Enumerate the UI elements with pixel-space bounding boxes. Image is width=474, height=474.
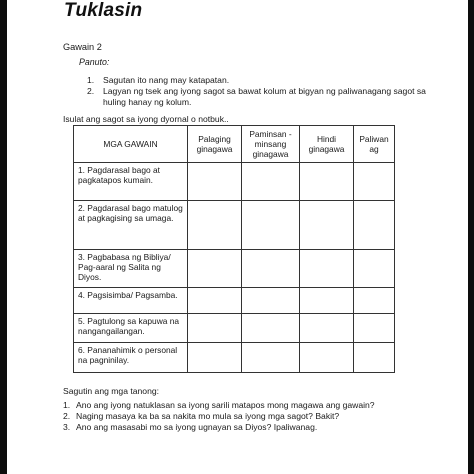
header-palaging: Palaging ginagawa [188,126,242,163]
palaging-checkbox-cell[interactable] [188,343,242,373]
write-note: Isulat ang sagot sa iyong dyornal o notbuk.. [63,114,229,124]
paliwanag-input-cell[interactable] [354,201,395,250]
paliwanag-input-cell[interactable] [354,163,395,201]
paminsan-checkbox-cell[interactable] [242,288,300,314]
instruction-item [87,86,447,108]
hindi-checkbox-cell[interactable] [300,288,354,314]
activity-cell: 6. Pananahimik o personal na pagninilay. [74,343,188,373]
instruction-text: Sagutan ito nang may katapatan. [103,75,230,85]
hindi-checkbox-cell[interactable] [300,201,354,250]
instruction-item [87,75,447,86]
paminsan-checkbox-cell[interactable] [242,343,300,373]
palaging-checkbox-cell[interactable] [188,201,242,250]
activity-cell: 2. Pagdarasal bago matulog at pagkagising sa umaga. [74,201,188,250]
left-border [0,0,7,474]
activity-label: Gawain 2 [63,42,102,52]
paminsan-checkbox-cell[interactable] [242,201,300,250]
header-paliwanag: Paliwan ag [354,126,395,163]
paminsan-checkbox-cell[interactable] [242,314,300,343]
table-row [74,250,395,288]
table-row [74,163,395,201]
activity-cell: 1. Pagdarasal bago at pagkatapos kumain. [74,163,188,201]
paliwanag-input-cell[interactable] [354,343,395,373]
paliwanag-input-cell[interactable] [354,250,395,288]
header-mga-gawain: MGA GAWAIN [74,126,188,163]
table-row [74,314,395,343]
header-paminsan: Paminsan - minsang ginagawa [242,126,300,163]
paminsan-checkbox-cell[interactable] [242,250,300,288]
question-number: 2. [63,411,71,421]
activity-cell: 3. Pagbabasa ng Bibliya/ Pag-aaral ng Salita ng Diyos. [74,250,188,288]
question-item [63,422,473,433]
questions-list [63,400,473,433]
instruction-text: Lagyan ng tsek ang iyong sagot sa bawat kolum at bigyan ng paliwanagang sagot sa huling hanay ng kolum. [103,86,426,107]
hindi-checkbox-cell[interactable] [300,343,354,373]
question-number: 3. [63,422,71,432]
hindi-checkbox-cell[interactable] [300,314,354,343]
instructions-list [87,75,447,108]
directions-label: Panuto: [79,57,110,67]
palaging-checkbox-cell[interactable] [188,163,242,201]
hindi-checkbox-cell[interactable] [300,163,354,201]
activity-cell: 5. Pagtulong sa kapuwa na nangangailangan. [74,314,188,343]
question-item [63,400,473,411]
header-hindi: Hindi ginagawa [300,126,354,163]
palaging-checkbox-cell[interactable] [188,314,242,343]
paminsan-checkbox-cell[interactable] [242,163,300,201]
section-title: Tuklasin [64,0,143,21]
activity-table [73,125,395,373]
questions-heading: Sagutin ang mga tanong: [63,386,160,396]
hindi-checkbox-cell[interactable] [300,250,354,288]
table-row [74,288,395,314]
document-page [7,0,468,474]
palaging-checkbox-cell[interactable] [188,288,242,314]
instruction-number: 1. [87,75,95,85]
paliwanag-input-cell[interactable] [354,288,395,314]
paliwanag-input-cell[interactable] [354,314,395,343]
question-text: Naging masaya ka ba sa nakita mo mula sa iyong mga sagot? Bakit? [76,411,340,421]
question-item [63,411,473,422]
table-row [74,201,395,250]
question-number: 1. [63,400,71,410]
palaging-checkbox-cell[interactable] [188,250,242,288]
table-row [74,343,395,373]
instruction-number: 2. [87,86,95,96]
question-text: Ano ang iyong natuklasan sa iyong sarili matapos mong magawa ang gawain? [76,400,375,410]
table-header-row [74,126,395,163]
question-text: Ano ang masasabi mo sa iyong ugnayan sa Diyos? Ipaliwanag. [76,422,318,432]
activity-cell: 4. Pagsisimba/ Pagsamba. [74,288,188,314]
